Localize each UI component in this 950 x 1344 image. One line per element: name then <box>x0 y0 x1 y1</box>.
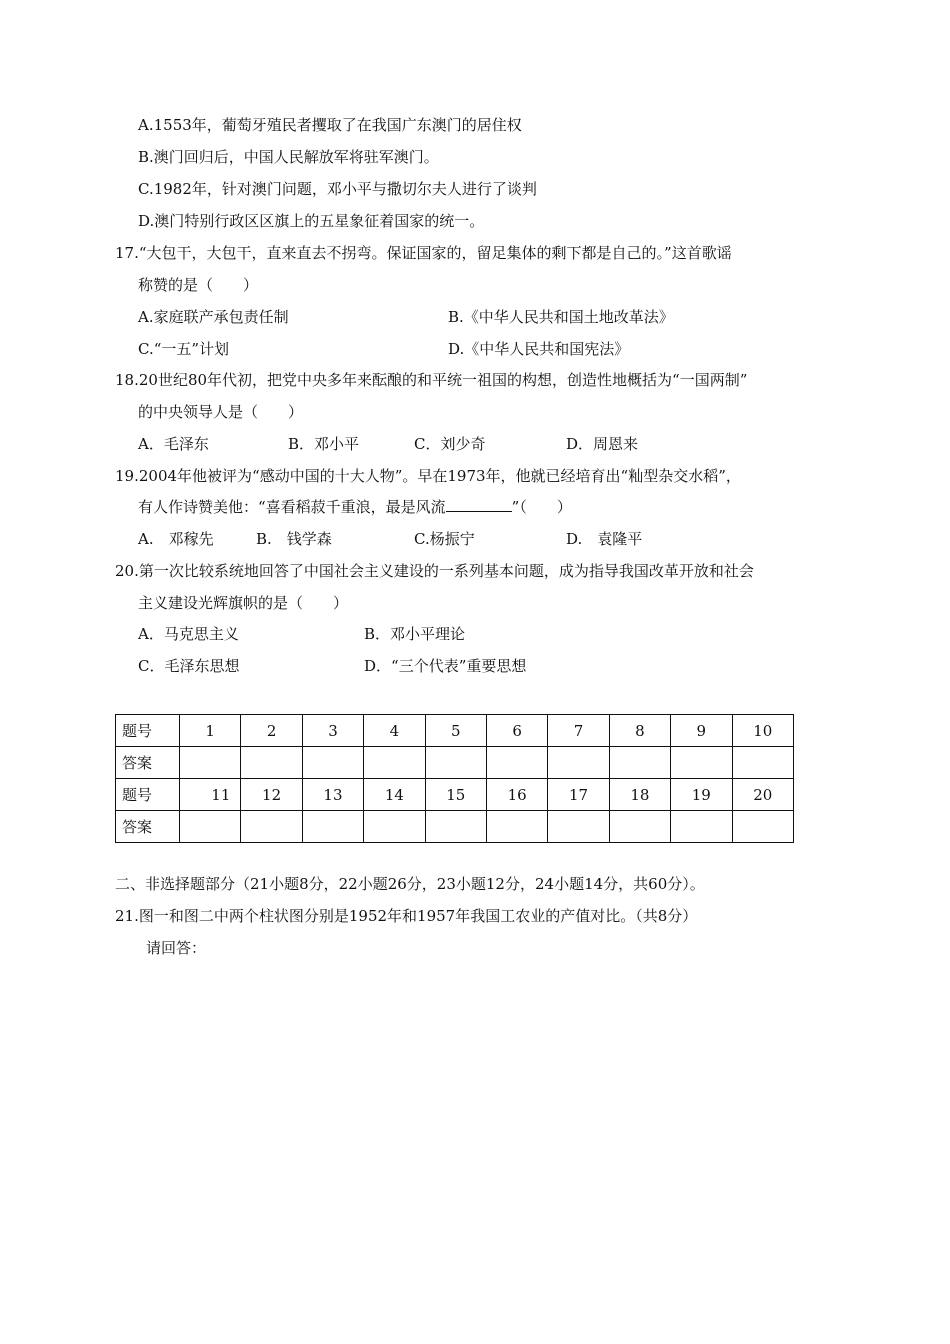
table-label-number: 题号 <box>116 779 180 811</box>
q17-option-b: B.《中华人民共和国土地改革法》 <box>448 308 674 326</box>
table-cell-number: 13 <box>302 779 363 811</box>
table-cell-number: 18 <box>609 779 670 811</box>
q16-option-a: A.1553年，葡萄牙殖民者攫取了在我国广东澳门的居住权 <box>138 116 522 134</box>
table-cell-number: 10 <box>732 715 793 747</box>
q18-option-a: A．毛泽东 <box>138 435 209 453</box>
q20-option-a: A．马克思主义 <box>138 625 239 643</box>
q17-option-c: C.“一五”计划 <box>138 340 230 358</box>
q19-option-b: B. 钱学森 <box>256 530 332 548</box>
answer-cell[interactable] <box>364 747 425 779</box>
answer-cell[interactable] <box>425 747 486 779</box>
q18-option-c: C．刘少奇 <box>414 435 486 453</box>
answer-cell[interactable] <box>241 747 302 779</box>
answer-cell[interactable] <box>180 747 241 779</box>
q16-option-d: D.澳门特别行政区区旗上的五星象征着国家的统一。 <box>138 212 485 230</box>
answer-cell[interactable] <box>671 811 732 843</box>
table-row-numbers-2 <box>116 779 794 811</box>
table-label-answer: 答案 <box>116 747 180 779</box>
table-cell-number: 6 <box>486 715 547 747</box>
q16-option-b: B.澳门回归后，中国人民解放军将驻军澳门。 <box>138 148 439 166</box>
table-cell-number: 7 <box>548 715 609 747</box>
q21-prompt: 请回答： <box>146 939 207 957</box>
answer-cell[interactable] <box>241 811 302 843</box>
table-cell-number: 12 <box>241 779 302 811</box>
q20-stem-line2: 主义建设光辉旗帜的是（ ） <box>138 594 349 612</box>
answer-cell[interactable] <box>732 811 793 843</box>
table-label-answer: 答案 <box>116 811 180 843</box>
q20-option-d: D．“三个代表”重要思想 <box>364 657 527 675</box>
answer-cell[interactable] <box>180 811 241 843</box>
answer-cell[interactable] <box>548 811 609 843</box>
table-label-number: 题号 <box>116 715 180 747</box>
table-cell-number: 2 <box>241 715 302 747</box>
table-cell-number: 16 <box>486 779 547 811</box>
answer-cell[interactable] <box>302 811 363 843</box>
answer-cell[interactable] <box>302 747 363 779</box>
table-cell-number: 1 <box>180 715 241 747</box>
table-cell-number: 9 <box>671 715 732 747</box>
q21-stem: 21.图一和图二中两个柱状图分别是1952年和1957年我国工农业的产值对比。（共8分） <box>115 907 698 925</box>
q16-option-c: C.1982年，针对澳门问题，邓小平与撒切尔夫人进行了谈判 <box>138 180 537 198</box>
q19-option-d: D. 袁隆平 <box>566 530 643 548</box>
answer-cell[interactable] <box>609 747 670 779</box>
q19-stem-line1: 19.2004年他被评为“感动中国的十大人物”。早在1973年，他就已经培育出“籼型杂交水稻”， <box>115 467 741 485</box>
table-cell-number: 8 <box>609 715 670 747</box>
q19-stem-line2-text: 有人作诗赞美他：“喜看稻菽千重浪，最是风流 <box>138 498 446 516</box>
q19-option-a: A. 邓稼先 <box>138 530 214 548</box>
q19-option-c: C.杨振宁 <box>414 530 475 548</box>
q18-stem-line2: 的中央领导人是（ ） <box>138 403 304 421</box>
q20-stem-line1: 20.第一次比较系统地回答了中国社会主义建设的一系列基本问题，成为指导我国改革开放和社会 <box>115 562 754 580</box>
answer-cell[interactable] <box>425 811 486 843</box>
answer-cell[interactable] <box>364 811 425 843</box>
table-row-answers-1 <box>116 747 794 779</box>
q17-option-a: A.家庭联产承包责任制 <box>138 308 289 326</box>
answer-cell[interactable] <box>486 811 547 843</box>
section2-title: 二、非选择题部分（21小题8分，22小题26分，23小题12分，24小题14分，共60分）。 <box>115 875 705 893</box>
table-cell-number: 11 <box>180 779 241 811</box>
q19-answer-blank <box>446 497 512 512</box>
answer-cell[interactable] <box>732 747 793 779</box>
answer-cell[interactable] <box>609 811 670 843</box>
answer-cell[interactable] <box>671 747 732 779</box>
table-cell-number: 17 <box>548 779 609 811</box>
q18-option-d: D．周恩来 <box>566 435 639 453</box>
answer-cell[interactable] <box>486 747 547 779</box>
q20-option-c: C．毛泽东思想 <box>138 657 240 675</box>
table-cell-number: 5 <box>425 715 486 747</box>
table-cell-number: 20 <box>732 779 793 811</box>
answer-table <box>115 714 794 843</box>
q18-stem-line1: 18.20世纪80年代初，把党中央多年来酝酿的和平统一祖国的构想，创造性地概括为“一国两制” <box>115 371 748 389</box>
table-cell-number: 4 <box>364 715 425 747</box>
table-cell-number: 14 <box>364 779 425 811</box>
answer-cell[interactable] <box>548 747 609 779</box>
q18-option-b: B．邓小平 <box>288 435 360 453</box>
q17-stem-line1: 17.“大包干，大包干，直来直去不拐弯。保证国家的，留足集体的剩下都是自己的。”这首歌谣 <box>115 244 732 262</box>
table-cell-number: 19 <box>671 779 732 811</box>
table-cell-number: 15 <box>425 779 486 811</box>
table-row-numbers-1 <box>116 715 794 747</box>
table-cell-number: 3 <box>302 715 363 747</box>
q19-stem-line2-end: ”（ ） <box>511 498 572 516</box>
q17-option-d: D.《中华人民共和国宪法》 <box>448 340 630 358</box>
q20-option-b: B．邓小平理论 <box>364 625 466 643</box>
q17-stem-line2: 称赞的是（ ） <box>138 276 259 294</box>
table-row-answers-2 <box>116 811 794 843</box>
q19-stem-line2 <box>138 497 572 517</box>
